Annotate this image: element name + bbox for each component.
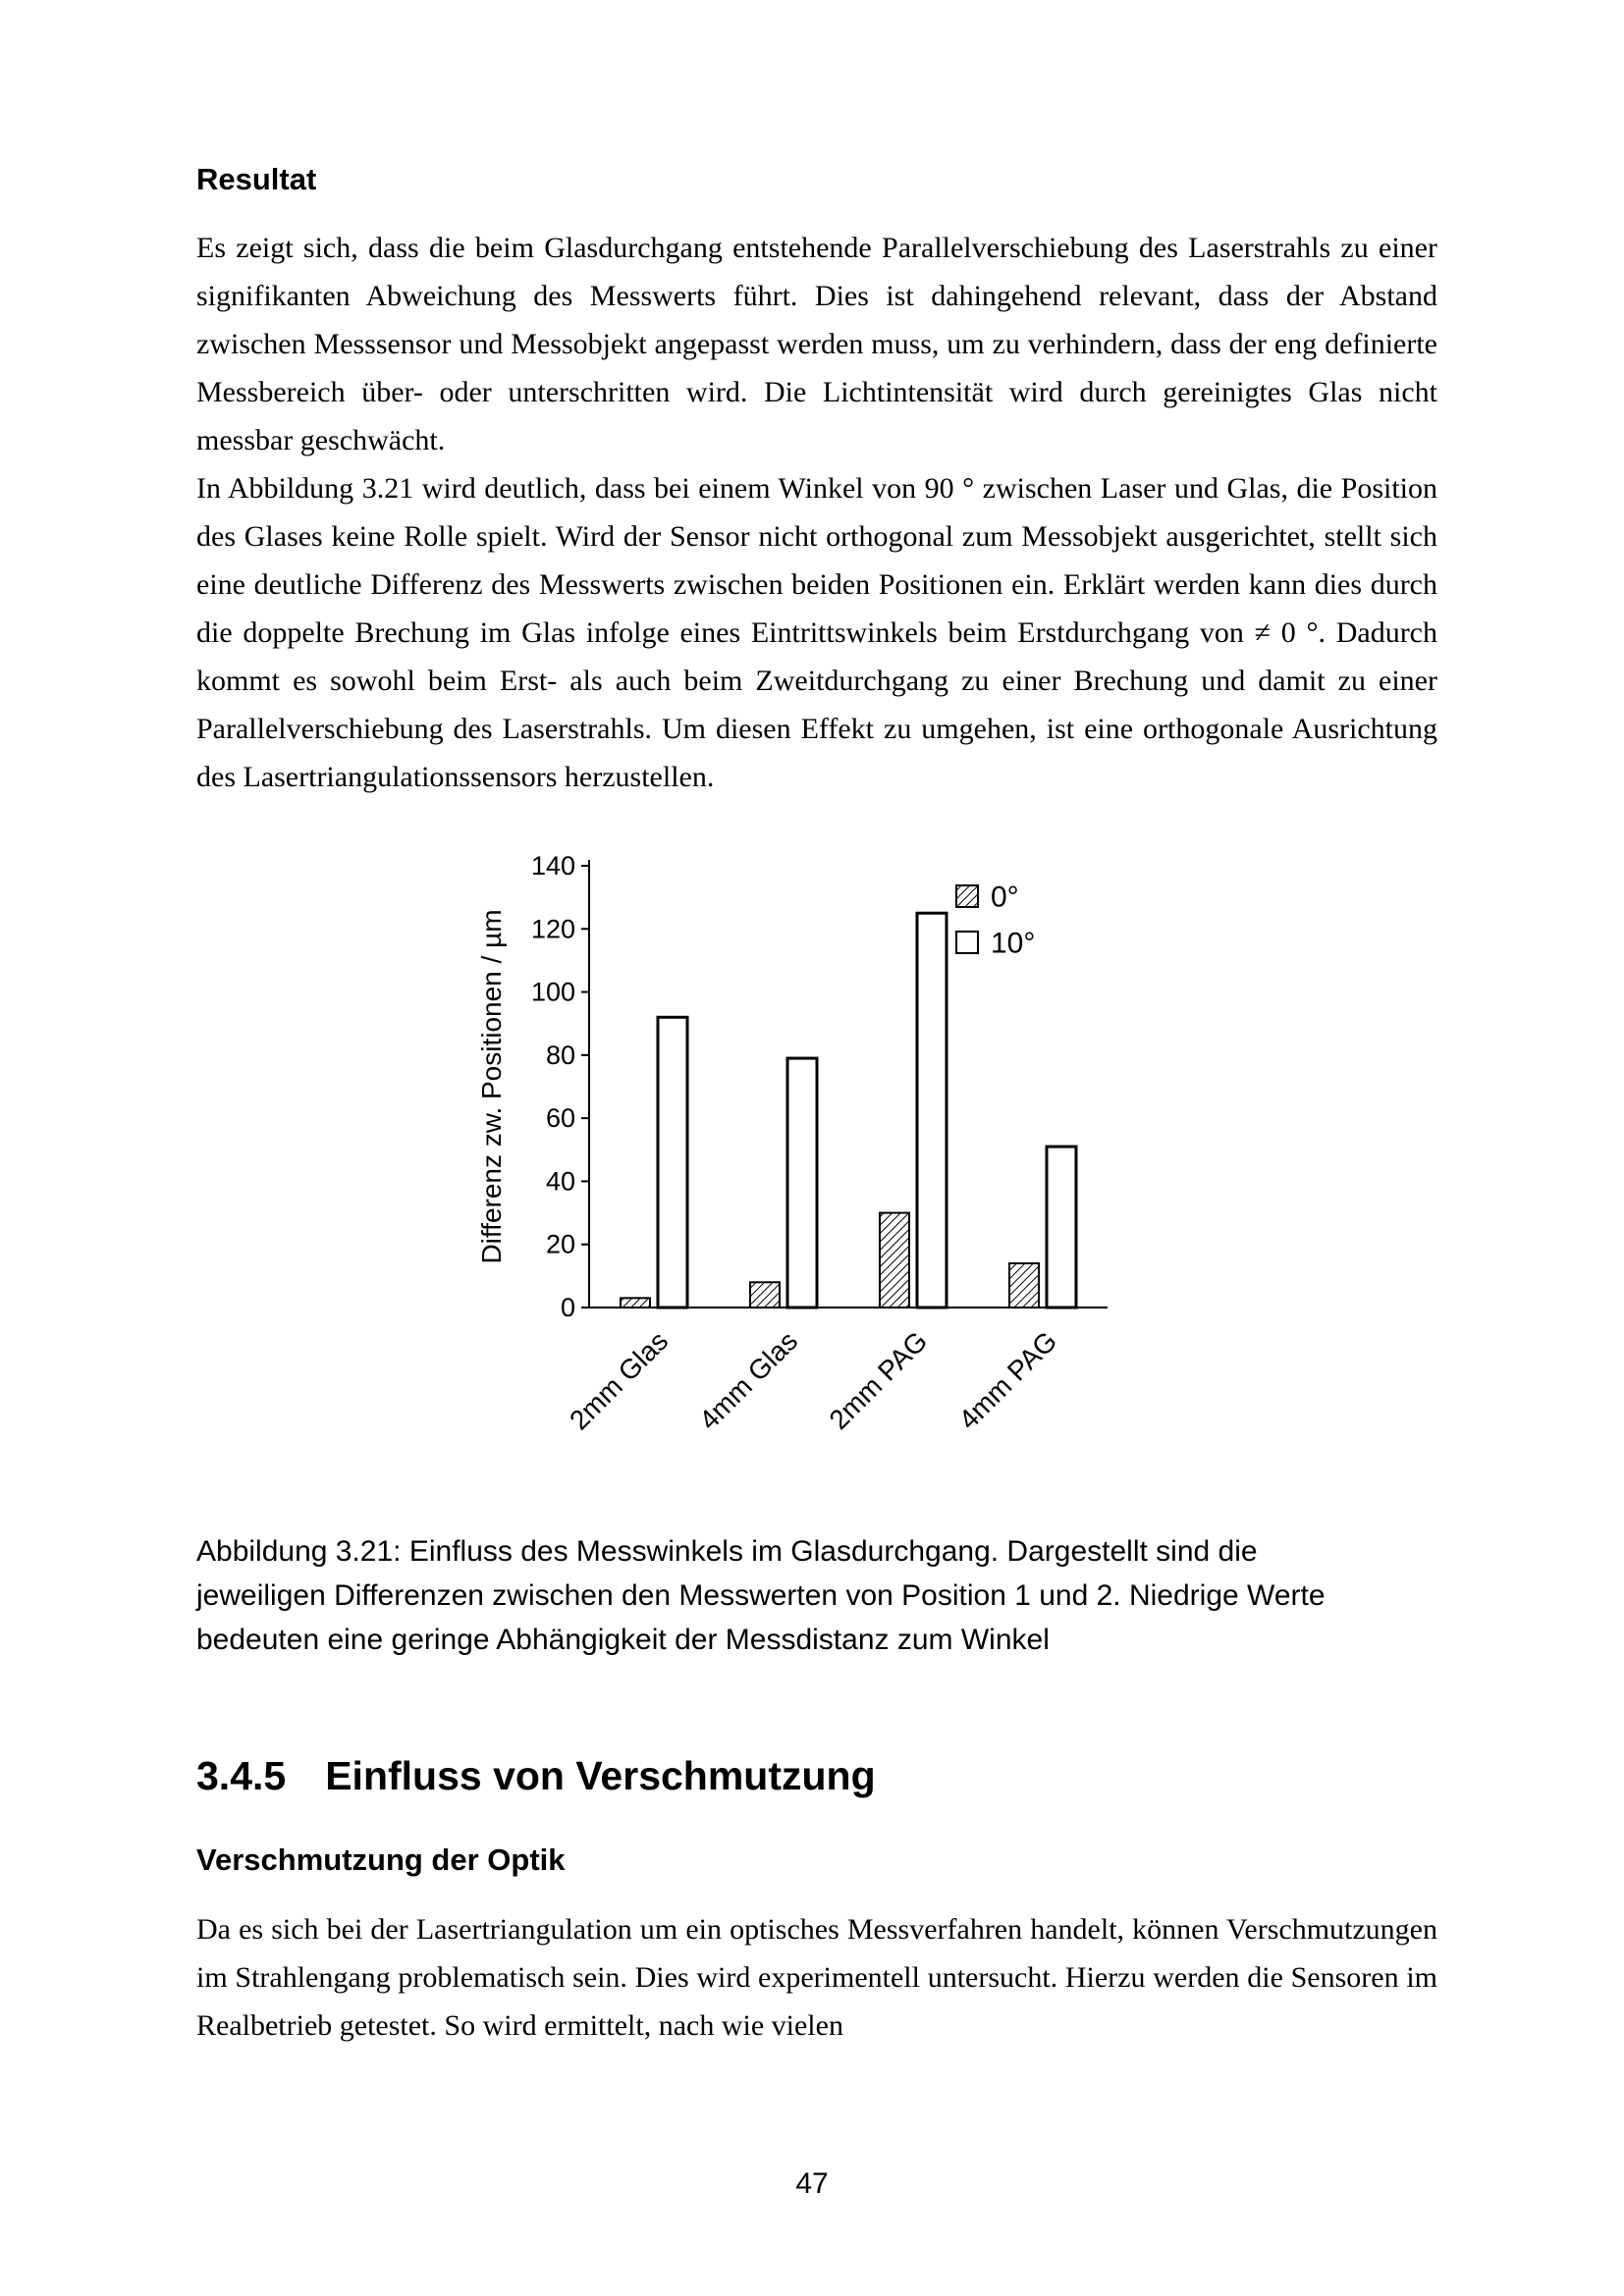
svg-text:20: 20: [545, 1229, 575, 1259]
section-title: Einfluss von Verschmutzung: [325, 1753, 876, 1798]
svg-text:60: 60: [545, 1103, 575, 1134]
subsection-heading: Verschmutzung der Optik: [196, 1842, 566, 1877]
svg-text:0°: 0°: [991, 881, 1019, 914]
page-number: 47: [795, 2167, 829, 2200]
svg-text:4mm Glas: 4mm Glas: [693, 1325, 804, 1436]
section-heading: [196, 1753, 1437, 1799]
section-number: 3.4.5: [196, 1753, 287, 1798]
svg-text:2mm PAG: 2mm PAG: [823, 1325, 934, 1436]
svg-text:Differenz zw. Positionen / µm: Differenz zw. Positionen / µm: [476, 909, 507, 1264]
svg-text:10°: 10°: [991, 927, 1036, 960]
svg-text:140: 140: [530, 851, 575, 881]
bar-chart: [473, 848, 1161, 1486]
svg-text:0: 0: [560, 1293, 575, 1322]
svg-text:2mm Glas: 2mm Glas: [564, 1325, 675, 1436]
paragraph-verschmutzung: Da es sich bei der Lasertriangulation um ein optisches Messverfahren handelt, können Verschmutzungen im Strahlengang problematisch sein. Dies wird experimentell untersucht. Hierzu werden die Sensoren im Realbetrieb getestet. So wird ermittelt, nach wie vielen: [196, 1913, 1437, 2042]
paragraph-resultat-1: Es zeigt sich, dass die beim Glasdurchgang entstehende Parallelverschiebung des Laserstrahls zu einer signifikanten Abweichung des Messwerts führt. Dies ist dahingehend relevant, dass der Abstand zwischen Messsensor und Messobjekt angepasst werden muss, um zu verhindern, dass der eng definierte Messbereich über- oder unterschritten wird. Die Lichtintensität wird durch gereinigtes Glas nicht messbar geschwächt.: [196, 232, 1437, 456]
svg-text:40: 40: [545, 1166, 575, 1197]
svg-text:120: 120: [530, 914, 575, 944]
figure-caption: Abbildung 3.21: Einfluss des Messwinkels im Glasdurchgang. Dargestellt sind die jeweiligen Differenzen zwischen den Messwerten von Position 1 und 2. Niedrige Werte bedeuten eine geringe Abhängigkeit der Messdistanz zum Winkel: [196, 1535, 1326, 1656]
paragraph-resultat-2: In Abbildung 3.21 wird deutlich, dass bei einem Winkel von 90 ° zwischen Laser und Glas, die Position des Glases keine Rolle spielt. Wird der Sensor nicht orthogonal zum Messobjekt ausgerichtet, stellt sich eine deutliche Differenz des Messwerts zwischen beiden Positionen ein. Erklärt werden kann dies durch die doppelte Brechung im Glas infolge eines Eintrittswinkels beim Erstdurchgang von ≠ 0 °. Dadurch kommt es sowohl beim Erst- als auch beim Zweitdurchgang zu einer Brechung und damit zu einer Parallelverschiebung des Laserstrahls. Um diesen Effekt zu umgehen, ist eine orthogonale Ausrichtung des Lasertriangulationssensors herzustellen.: [196, 472, 1437, 793]
resultat-heading: Resultat: [196, 162, 317, 196]
svg-text:100: 100: [530, 977, 575, 1007]
svg-text:4mm PAG: 4mm PAG: [952, 1325, 1063, 1436]
figure-3-21: [196, 848, 1437, 1662]
svg-text:80: 80: [545, 1040, 575, 1070]
